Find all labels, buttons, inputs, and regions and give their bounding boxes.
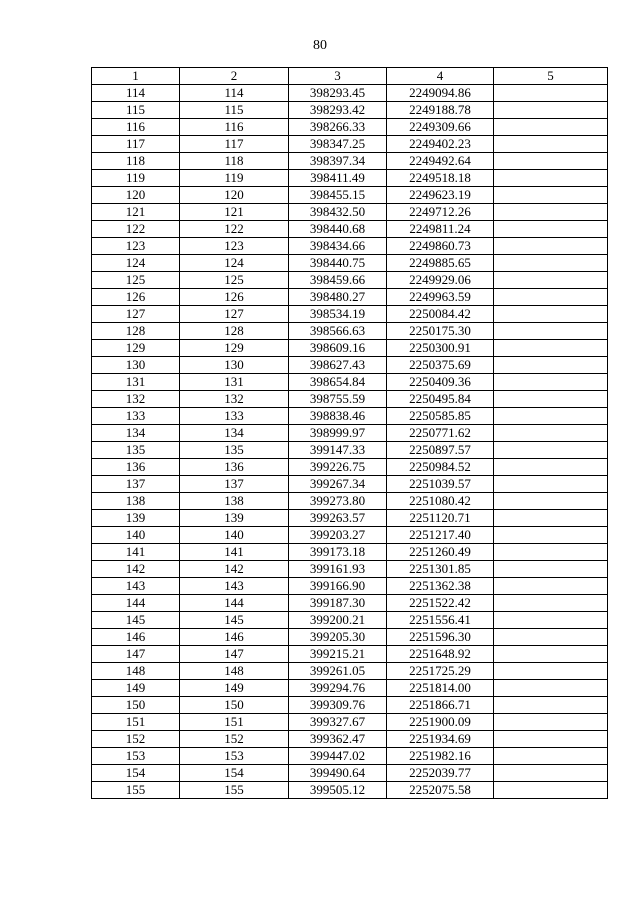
table-cell-col-4: 2250084.42 bbox=[387, 306, 494, 323]
table-cell-col-3: 399294.76 bbox=[289, 680, 387, 697]
table-cell-col-5 bbox=[494, 476, 608, 493]
table-row bbox=[92, 204, 608, 221]
table-cell-col-3: 398627.43 bbox=[289, 357, 387, 374]
table-cell-col-2: 155 bbox=[180, 782, 289, 799]
table-cell-col-1: 140 bbox=[92, 527, 180, 544]
table-cell-col-3: 399273.80 bbox=[289, 493, 387, 510]
column-header-1: 1 bbox=[92, 68, 180, 85]
column-header-2: 2 bbox=[180, 68, 289, 85]
table-row bbox=[92, 544, 608, 561]
table-cell-col-2: 148 bbox=[180, 663, 289, 680]
table-cell-col-1: 142 bbox=[92, 561, 180, 578]
table-cell-col-4: 2249402.23 bbox=[387, 136, 494, 153]
table-cell-col-2: 121 bbox=[180, 204, 289, 221]
table-cell-col-2: 137 bbox=[180, 476, 289, 493]
table-row bbox=[92, 170, 608, 187]
table-cell-col-5 bbox=[494, 374, 608, 391]
table-row bbox=[92, 527, 608, 544]
table-row bbox=[92, 272, 608, 289]
table-cell-col-3: 398432.50 bbox=[289, 204, 387, 221]
table-row bbox=[92, 323, 608, 340]
table-cell-col-1: 139 bbox=[92, 510, 180, 527]
table-cell-col-2: 154 bbox=[180, 765, 289, 782]
table-cell-col-4: 2249885.65 bbox=[387, 255, 494, 272]
table-row bbox=[92, 510, 608, 527]
table-cell-col-1: 115 bbox=[92, 102, 180, 119]
table-cell-col-4: 2251556.41 bbox=[387, 612, 494, 629]
table-cell-col-1: 119 bbox=[92, 170, 180, 187]
table-cell-col-1: 150 bbox=[92, 697, 180, 714]
table-cell-col-4: 2249309.66 bbox=[387, 119, 494, 136]
table-row bbox=[92, 238, 608, 255]
table-cell-col-5 bbox=[494, 272, 608, 289]
table-row bbox=[92, 85, 608, 102]
table-cell-col-2: 118 bbox=[180, 153, 289, 170]
table-cell-col-4: 2251039.57 bbox=[387, 476, 494, 493]
table-cell-col-3: 398459.66 bbox=[289, 272, 387, 289]
table-cell-col-1: 137 bbox=[92, 476, 180, 493]
table-cell-col-4: 2251982.16 bbox=[387, 748, 494, 765]
table-cell-col-1: 120 bbox=[92, 187, 180, 204]
table-cell-col-4: 2249518.18 bbox=[387, 170, 494, 187]
table-cell-col-3: 399447.02 bbox=[289, 748, 387, 765]
table-cell-col-4: 2249860.73 bbox=[387, 238, 494, 255]
table-cell-col-1: 127 bbox=[92, 306, 180, 323]
table-cell-col-1: 135 bbox=[92, 442, 180, 459]
table-row bbox=[92, 153, 608, 170]
table-cell-col-4: 2250175.30 bbox=[387, 323, 494, 340]
table-cell-col-3: 398534.19 bbox=[289, 306, 387, 323]
table-cell-col-2: 128 bbox=[180, 323, 289, 340]
table-cell-col-1: 129 bbox=[92, 340, 180, 357]
table-cell-col-4: 2249963.59 bbox=[387, 289, 494, 306]
table-cell-col-4: 2250409.36 bbox=[387, 374, 494, 391]
table-cell-col-1: 143 bbox=[92, 578, 180, 595]
table-cell-col-5 bbox=[494, 748, 608, 765]
table-cell-col-5 bbox=[494, 119, 608, 136]
table-cell-col-4: 2251596.30 bbox=[387, 629, 494, 646]
table-cell-col-2: 130 bbox=[180, 357, 289, 374]
table-cell-col-3: 399362.47 bbox=[289, 731, 387, 748]
table-cell-col-5 bbox=[494, 595, 608, 612]
table-cell-col-3: 399173.18 bbox=[289, 544, 387, 561]
table-cell-col-4: 2251362.38 bbox=[387, 578, 494, 595]
table-cell-col-2: 141 bbox=[180, 544, 289, 561]
table-cell-col-3: 398347.25 bbox=[289, 136, 387, 153]
table-cell-col-5 bbox=[494, 442, 608, 459]
table-cell-col-1: 153 bbox=[92, 748, 180, 765]
table-row bbox=[92, 306, 608, 323]
table-cell-col-2: 153 bbox=[180, 748, 289, 765]
table-cell-col-3: 399200.21 bbox=[289, 612, 387, 629]
table-cell-col-3: 398566.63 bbox=[289, 323, 387, 340]
table-row bbox=[92, 476, 608, 493]
table-cell-col-4: 2251866.71 bbox=[387, 697, 494, 714]
table-cell-col-3: 398455.15 bbox=[289, 187, 387, 204]
table-row bbox=[92, 612, 608, 629]
table-cell-col-2: 143 bbox=[180, 578, 289, 595]
table-cell-col-1: 132 bbox=[92, 391, 180, 408]
table-cell-col-3: 398434.66 bbox=[289, 238, 387, 255]
table-header-row bbox=[92, 68, 608, 85]
table-cell-col-5 bbox=[494, 187, 608, 204]
table-cell-col-1: 124 bbox=[92, 255, 180, 272]
table-row bbox=[92, 765, 608, 782]
table-row bbox=[92, 187, 608, 204]
table-cell-col-2: 119 bbox=[180, 170, 289, 187]
table-cell-col-1: 138 bbox=[92, 493, 180, 510]
table-cell-col-1: 136 bbox=[92, 459, 180, 476]
table-cell-col-5 bbox=[494, 323, 608, 340]
table-cell-col-2: 142 bbox=[180, 561, 289, 578]
table-row bbox=[92, 731, 608, 748]
table-cell-col-4: 2251120.71 bbox=[387, 510, 494, 527]
table-row bbox=[92, 374, 608, 391]
table-cell-col-1: 128 bbox=[92, 323, 180, 340]
table-cell-col-3: 399203.27 bbox=[289, 527, 387, 544]
table-cell-col-3: 399267.34 bbox=[289, 476, 387, 493]
table-cell-col-4: 2252075.58 bbox=[387, 782, 494, 799]
table-cell-col-5 bbox=[494, 255, 608, 272]
table-cell-col-5 bbox=[494, 680, 608, 697]
table-cell-col-3: 398838.46 bbox=[289, 408, 387, 425]
table-cell-col-4: 2250300.91 bbox=[387, 340, 494, 357]
table-cell-col-4: 2251648.92 bbox=[387, 646, 494, 663]
table-cell-col-2: 145 bbox=[180, 612, 289, 629]
table-cell-col-1: 117 bbox=[92, 136, 180, 153]
table-cell-col-5 bbox=[494, 153, 608, 170]
table-cell-col-4: 2251522.42 bbox=[387, 595, 494, 612]
table-cell-col-4: 2251217.40 bbox=[387, 527, 494, 544]
table-cell-col-1: 114 bbox=[92, 85, 180, 102]
table-cell-col-2: 117 bbox=[180, 136, 289, 153]
table-cell-col-3: 398397.34 bbox=[289, 153, 387, 170]
table-cell-col-4: 2251900.09 bbox=[387, 714, 494, 731]
table-cell-col-2: 116 bbox=[180, 119, 289, 136]
table-cell-col-1: 134 bbox=[92, 425, 180, 442]
table-cell-col-4: 2251814.00 bbox=[387, 680, 494, 697]
table-cell-col-1: 144 bbox=[92, 595, 180, 612]
table-cell-col-4: 2250984.52 bbox=[387, 459, 494, 476]
table-cell-col-5 bbox=[494, 561, 608, 578]
table-row bbox=[92, 629, 608, 646]
table-cell-col-4: 2251080.42 bbox=[387, 493, 494, 510]
table-cell-col-2: 149 bbox=[180, 680, 289, 697]
table-cell-col-1: 146 bbox=[92, 629, 180, 646]
table-cell-col-5 bbox=[494, 102, 608, 119]
table-cell-col-1: 154 bbox=[92, 765, 180, 782]
table-row bbox=[92, 391, 608, 408]
table-cell-col-5 bbox=[494, 204, 608, 221]
table-cell-col-4: 2252039.77 bbox=[387, 765, 494, 782]
table-cell-col-5 bbox=[494, 612, 608, 629]
table-cell-col-3: 399505.12 bbox=[289, 782, 387, 799]
table-cell-col-2: 114 bbox=[180, 85, 289, 102]
table-row bbox=[92, 646, 608, 663]
table-cell-col-3: 399226.75 bbox=[289, 459, 387, 476]
table-cell-col-4: 2249623.19 bbox=[387, 187, 494, 204]
table-cell-col-3: 399205.30 bbox=[289, 629, 387, 646]
table-cell-col-2: 133 bbox=[180, 408, 289, 425]
table-cell-col-5 bbox=[494, 510, 608, 527]
table-cell-col-4: 2251260.49 bbox=[387, 544, 494, 561]
table-cell-col-5 bbox=[494, 714, 608, 731]
table-cell-col-3: 399490.64 bbox=[289, 765, 387, 782]
table-cell-col-3: 398293.45 bbox=[289, 85, 387, 102]
table-cell-col-1: 145 bbox=[92, 612, 180, 629]
table-cell-col-1: 118 bbox=[92, 153, 180, 170]
table-row bbox=[92, 425, 608, 442]
table-cell-col-3: 399187.30 bbox=[289, 595, 387, 612]
table-cell-col-2: 120 bbox=[180, 187, 289, 204]
table-cell-col-1: 147 bbox=[92, 646, 180, 663]
table-cell-col-5 bbox=[494, 493, 608, 510]
table-cell-col-5 bbox=[494, 221, 608, 238]
table-cell-col-2: 123 bbox=[180, 238, 289, 255]
table-cell-col-3: 398480.27 bbox=[289, 289, 387, 306]
table-cell-col-2: 138 bbox=[180, 493, 289, 510]
table-cell-col-4: 2249492.64 bbox=[387, 153, 494, 170]
table-cell-col-1: 131 bbox=[92, 374, 180, 391]
table-cell-col-4: 2250495.84 bbox=[387, 391, 494, 408]
table-cell-col-5 bbox=[494, 425, 608, 442]
table-cell-col-4: 2250771.62 bbox=[387, 425, 494, 442]
table-cell-col-2: 134 bbox=[180, 425, 289, 442]
table-cell-col-5 bbox=[494, 170, 608, 187]
table-cell-col-5 bbox=[494, 459, 608, 476]
table-cell-col-3: 398654.84 bbox=[289, 374, 387, 391]
table-cell-col-2: 135 bbox=[180, 442, 289, 459]
table-cell-col-3: 399215.21 bbox=[289, 646, 387, 663]
table-cell-col-5 bbox=[494, 629, 608, 646]
table-cell-col-2: 136 bbox=[180, 459, 289, 476]
table-cell-col-1: 125 bbox=[92, 272, 180, 289]
table-cell-col-2: 139 bbox=[180, 510, 289, 527]
table-cell-col-4: 2249929.06 bbox=[387, 272, 494, 289]
table-row bbox=[92, 459, 608, 476]
table-cell-col-4: 2249094.86 bbox=[387, 85, 494, 102]
table-cell-col-2: 127 bbox=[180, 306, 289, 323]
table-cell-col-4: 2251725.29 bbox=[387, 663, 494, 680]
table-cell-col-3: 398440.68 bbox=[289, 221, 387, 238]
table-cell-col-4: 2249811.24 bbox=[387, 221, 494, 238]
table-cell-col-3: 399263.57 bbox=[289, 510, 387, 527]
table-cell-col-1: 141 bbox=[92, 544, 180, 561]
column-header-4: 4 bbox=[387, 68, 494, 85]
table-cell-col-5 bbox=[494, 697, 608, 714]
table-cell-col-5 bbox=[494, 238, 608, 255]
table-cell-col-3: 398999.97 bbox=[289, 425, 387, 442]
table-cell-col-4: 2251934.69 bbox=[387, 731, 494, 748]
table-cell-col-5 bbox=[494, 136, 608, 153]
table-row bbox=[92, 119, 608, 136]
table-cell-col-1: 152 bbox=[92, 731, 180, 748]
table-cell-col-5 bbox=[494, 306, 608, 323]
table-cell-col-1: 148 bbox=[92, 663, 180, 680]
table-cell-col-3: 398755.59 bbox=[289, 391, 387, 408]
table-cell-col-2: 150 bbox=[180, 697, 289, 714]
table-cell-col-3: 398440.75 bbox=[289, 255, 387, 272]
table-cell-col-5 bbox=[494, 731, 608, 748]
table-cell-col-3: 398266.33 bbox=[289, 119, 387, 136]
table-row bbox=[92, 697, 608, 714]
table-cell-col-2: 132 bbox=[180, 391, 289, 408]
table-cell-col-2: 115 bbox=[180, 102, 289, 119]
table-cell-col-3: 399327.67 bbox=[289, 714, 387, 731]
table-row bbox=[92, 714, 608, 731]
table-row bbox=[92, 663, 608, 680]
coordinates-table bbox=[91, 67, 608, 799]
table-cell-col-2: 140 bbox=[180, 527, 289, 544]
table-row bbox=[92, 748, 608, 765]
table-cell-col-3: 399309.76 bbox=[289, 697, 387, 714]
table-cell-col-5 bbox=[494, 765, 608, 782]
table-cell-col-2: 122 bbox=[180, 221, 289, 238]
column-header-5: 5 bbox=[494, 68, 608, 85]
table-cell-col-5 bbox=[494, 544, 608, 561]
table-body bbox=[92, 85, 608, 799]
table-cell-col-1: 130 bbox=[92, 357, 180, 374]
table-cell-col-4: 2251301.85 bbox=[387, 561, 494, 578]
table-cell-col-1: 126 bbox=[92, 289, 180, 306]
table-cell-col-1: 123 bbox=[92, 238, 180, 255]
table-row bbox=[92, 578, 608, 595]
table-cell-col-2: 151 bbox=[180, 714, 289, 731]
table-row bbox=[92, 595, 608, 612]
page-number: 80 bbox=[313, 38, 327, 53]
table-cell-col-5 bbox=[494, 340, 608, 357]
table-cell-col-4: 2249188.78 bbox=[387, 102, 494, 119]
table-cell-col-3: 398411.49 bbox=[289, 170, 387, 187]
table-row bbox=[92, 289, 608, 306]
table-cell-col-5 bbox=[494, 85, 608, 102]
table-row bbox=[92, 493, 608, 510]
table-row bbox=[92, 136, 608, 153]
table-cell-col-3: 399161.93 bbox=[289, 561, 387, 578]
table-cell-col-5 bbox=[494, 357, 608, 374]
table-cell-col-5 bbox=[494, 391, 608, 408]
table-cell-col-2: 125 bbox=[180, 272, 289, 289]
table-row bbox=[92, 680, 608, 697]
table-cell-col-4: 2249712.26 bbox=[387, 204, 494, 221]
table-cell-col-2: 147 bbox=[180, 646, 289, 663]
table-cell-col-5 bbox=[494, 408, 608, 425]
table-cell-col-5 bbox=[494, 527, 608, 544]
table-row bbox=[92, 221, 608, 238]
table-cell-col-3: 398293.42 bbox=[289, 102, 387, 119]
table-row bbox=[92, 561, 608, 578]
table-cell-col-2: 126 bbox=[180, 289, 289, 306]
column-header-3: 3 bbox=[289, 68, 387, 85]
table-cell-col-2: 124 bbox=[180, 255, 289, 272]
table-cell-col-5 bbox=[494, 663, 608, 680]
table-cell-col-5 bbox=[494, 646, 608, 663]
table-cell-col-5 bbox=[494, 289, 608, 306]
table-cell-col-4: 2250585.85 bbox=[387, 408, 494, 425]
table-cell-col-2: 152 bbox=[180, 731, 289, 748]
table-cell-col-1: 121 bbox=[92, 204, 180, 221]
table-row bbox=[92, 255, 608, 272]
table-cell-col-2: 129 bbox=[180, 340, 289, 357]
table-cell-col-1: 116 bbox=[92, 119, 180, 136]
table-row bbox=[92, 340, 608, 357]
table-cell-col-1: 151 bbox=[92, 714, 180, 731]
table-cell-col-3: 399147.33 bbox=[289, 442, 387, 459]
table-cell-col-2: 144 bbox=[180, 595, 289, 612]
table-cell-col-1: 122 bbox=[92, 221, 180, 238]
table-cell-col-1: 149 bbox=[92, 680, 180, 697]
table-cell-col-5 bbox=[494, 578, 608, 595]
table-cell-col-3: 399261.05 bbox=[289, 663, 387, 680]
table-row bbox=[92, 408, 608, 425]
table-row bbox=[92, 782, 608, 799]
table-cell-col-2: 146 bbox=[180, 629, 289, 646]
table-cell-col-4: 2250375.69 bbox=[387, 357, 494, 374]
table-cell-col-1: 155 bbox=[92, 782, 180, 799]
table-row bbox=[92, 357, 608, 374]
table-cell-col-1: 133 bbox=[92, 408, 180, 425]
table-cell-col-2: 131 bbox=[180, 374, 289, 391]
table-cell-col-4: 2250897.57 bbox=[387, 442, 494, 459]
table-cell-col-5 bbox=[494, 782, 608, 799]
table-cell-col-3: 399166.90 bbox=[289, 578, 387, 595]
table-row bbox=[92, 442, 608, 459]
table-cell-col-3: 398609.16 bbox=[289, 340, 387, 357]
table-row bbox=[92, 102, 608, 119]
